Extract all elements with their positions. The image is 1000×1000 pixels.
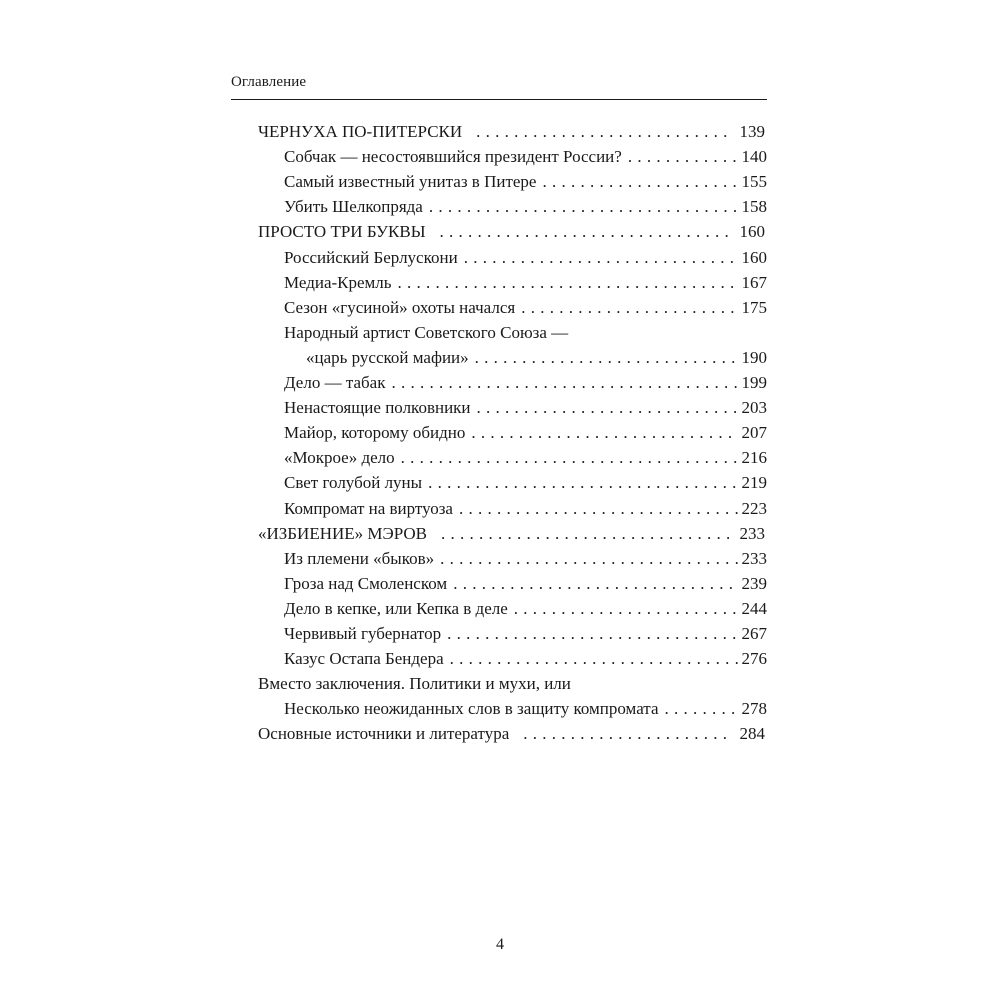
toc-entry-page: 276 [741,649,767,669]
dot-leader [523,722,729,746]
dot-leader [477,396,738,420]
toc-entry-label: Собчак — несостоявшийся президент России? [284,147,622,167]
toc-entry [284,597,767,621]
toc-entry-label: Казус Остапа Бендера [284,649,444,669]
toc-entry-page: 278 [741,699,767,719]
toc-entry-label: Несколько неожиданных слов в защиту компромата [284,699,659,719]
toc-entry-label: Основные источники и литература [258,724,510,744]
dot-leader [447,622,737,646]
toc-entry [258,722,767,746]
toc-entry-label: Медиа-Кремль [284,272,392,292]
dot-leader [514,597,738,621]
toc-entry-label: Сезон «гусиной» охоты начался [284,297,516,317]
dot-leader [441,522,729,546]
toc-entry [284,471,767,495]
dot-leader [459,497,738,521]
toc-entry-label: Ненастоящие полковники [284,398,471,418]
toc-entry-page: 139 [739,122,765,141]
dot-leader [391,371,737,395]
dot-leader [464,246,738,270]
toc-entry-label: Червивый губернатор [284,624,442,643]
dot-leader [542,170,737,194]
toc-entry-line [258,672,571,696]
dot-leader [450,647,738,671]
toc-entry [258,220,767,244]
dot-leader [665,697,738,721]
toc-entry-label: Компромат на виртуоза [284,498,453,518]
toc-entry-page: 175 [741,297,767,317]
toc-entry-label: Майор, которому обидно [284,423,466,443]
toc-entry-page: 233 [741,548,767,568]
toc-entry [284,296,767,320]
toc-entry-page: 167 [741,272,767,292]
dot-leader [398,271,738,295]
toc-entry-label: Убить Шелкопряда [284,197,423,217]
toc-entry-label: Народный артист Советского Союза — [284,322,569,342]
toc-entry-page: 216 [741,448,767,468]
toc-entry-label: Самый известный унитаз в Питере [284,172,537,192]
toc-entry-page: 207 [741,423,767,443]
toc-entry [284,697,767,721]
toc-entry [284,396,767,420]
toc-entry-label: «Мокрое» дело [284,448,395,468]
toc-entry-page: 267 [741,624,767,643]
toc-entry-page: 244 [741,598,767,618]
toc-entry-label: ЧЕРНУХА ПО-ПИТЕРСКИ [258,122,463,141]
toc-entry [284,371,767,395]
dot-leader [429,195,738,219]
toc-entry-page: 199 [741,373,767,392]
dot-leader [440,220,730,244]
toc-entry-label: Из племени «быков» [284,548,435,568]
dot-leader [521,296,737,320]
toc-entry [284,572,767,596]
toc-entry-label: Дело — табак [284,373,386,392]
page-number: 4 [496,936,504,953]
dot-leader [475,346,738,370]
toc-entry-page: 140 [741,147,767,167]
toc-entry-page: 239 [741,573,767,593]
dot-leader [476,120,729,144]
toc-entry-page: 160 [739,222,765,242]
toc-entry [284,195,767,219]
running-head: Оглавление [231,74,307,90]
toc-entry-page: 190 [741,347,767,367]
dot-leader [471,421,737,445]
toc-entry-label: Российский Берлускони [284,247,458,267]
toc-entry-label: ПРОСТО ТРИ БУКВЫ [258,222,426,242]
dot-leader [628,145,738,169]
toc-entry-label: «ИЗБИЕНИЕ» МЭРОВ [258,523,428,543]
toc-entry [284,647,767,671]
dot-leader [453,572,737,596]
toc-entry [284,271,767,295]
toc-entry [284,246,767,270]
toc-entry [284,170,767,194]
dot-leader [440,547,737,571]
toc-entry-page: 158 [741,197,767,217]
toc-entry [284,547,767,571]
toc-entry [284,622,767,646]
toc-entry-page: 284 [739,724,765,744]
toc-entry-label: Свет голубой луны [284,473,423,493]
toc-entry-page: 160 [741,247,767,267]
toc-entry-label: Гроза над Смоленском [284,573,448,593]
toc-entry [284,145,767,169]
toc-entry-page: 203 [741,398,767,418]
toc-entry [284,446,767,470]
toc-entry [284,421,767,445]
toc-entry [258,120,767,144]
toc-entry-page: 223 [741,498,767,518]
toc-entry-label: Вместо заключения. Политики и мухи, или [258,674,571,694]
dot-leader [401,446,738,470]
toc-entry-page: 219 [741,473,767,493]
toc-entry [306,346,767,370]
dot-leader [428,471,737,495]
toc-entry [284,497,767,521]
toc-entry-label: Дело в кепке, или Кепка в деле [284,598,508,618]
toc-entry-page: 233 [739,523,765,543]
toc-entry [258,522,767,546]
toc-entry-page: 155 [741,172,767,192]
toc-entry-line [284,321,568,345]
toc-entry-label: «царь русской мафии» [306,347,469,367]
